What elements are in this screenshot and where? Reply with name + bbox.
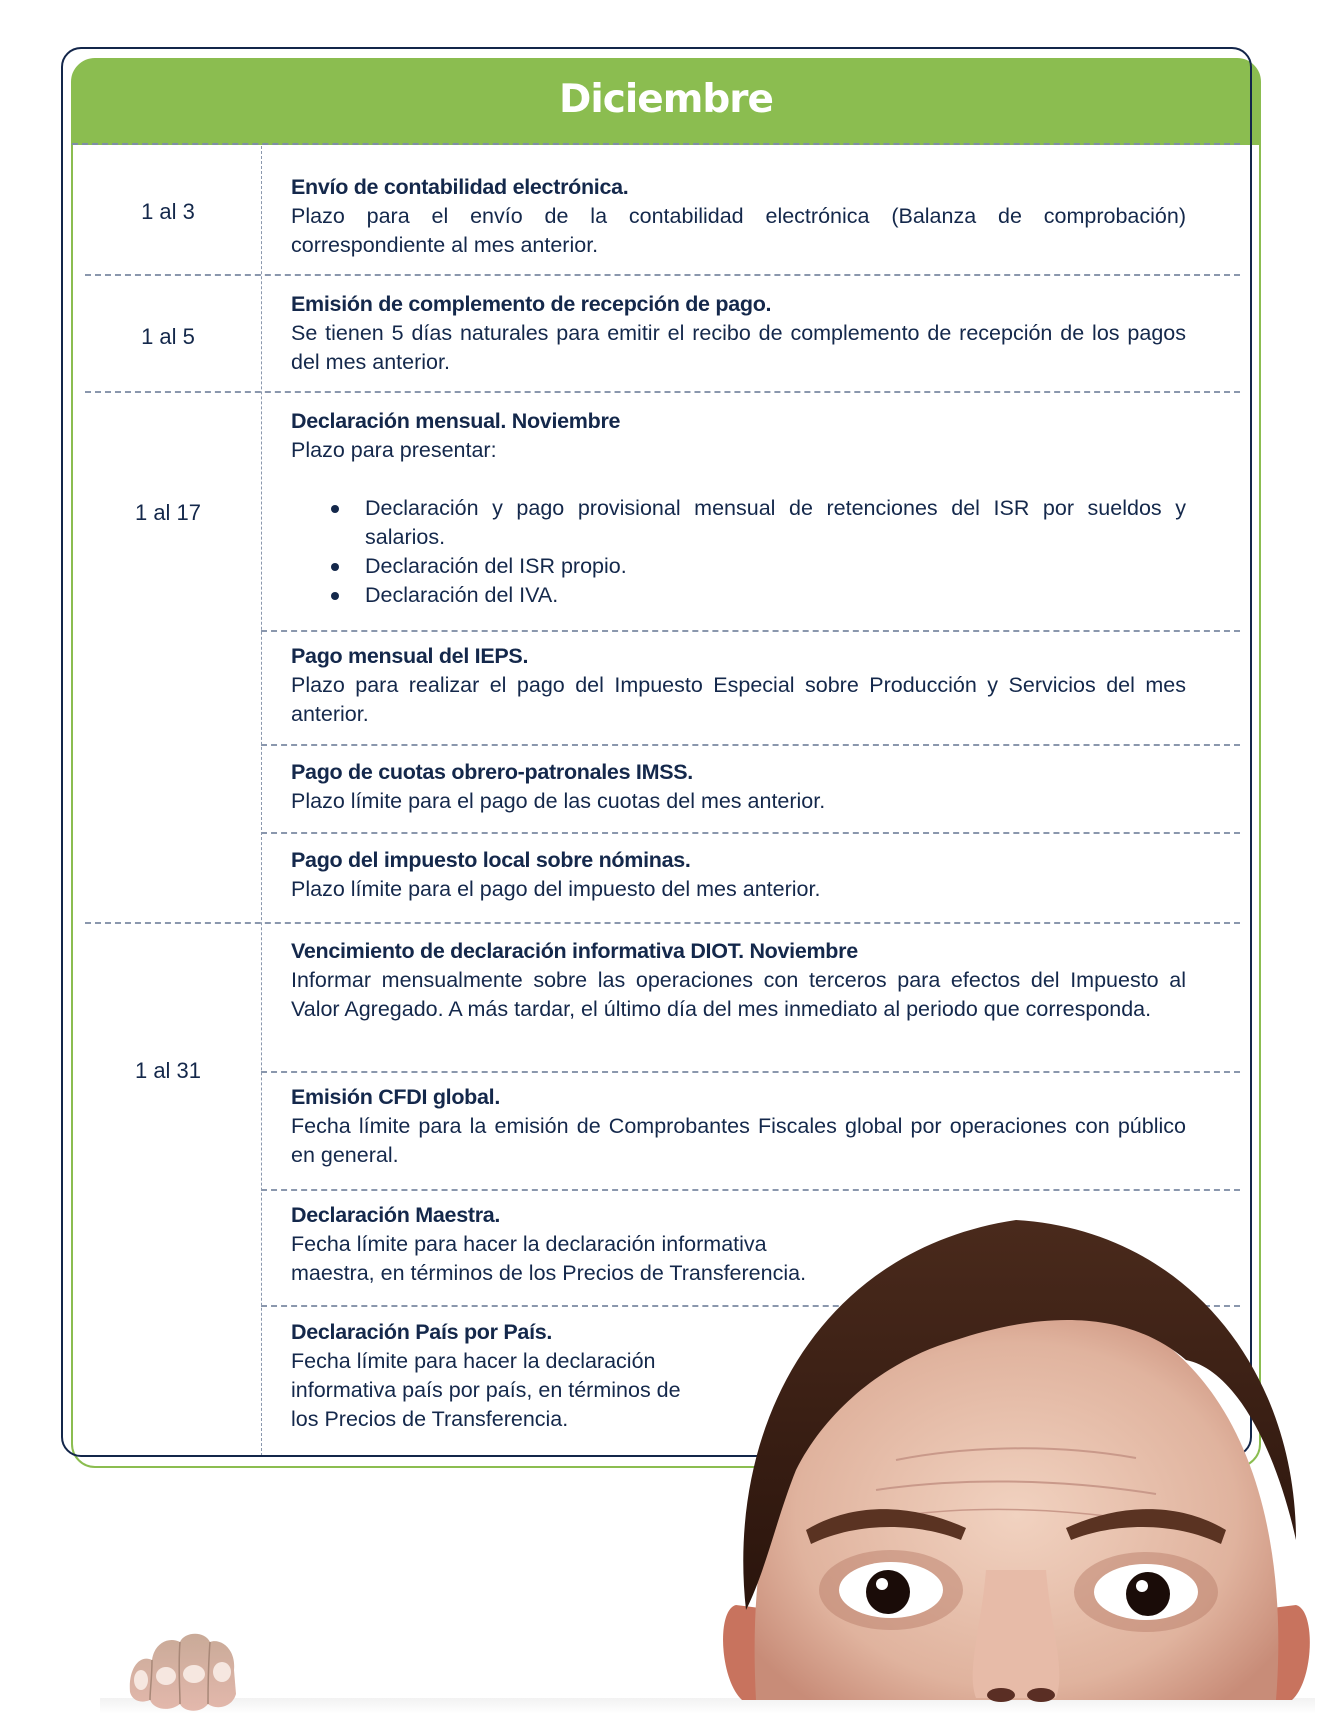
column-divider — [261, 146, 262, 1456]
list-item: Declaración del IVA. — [291, 581, 1186, 610]
entry-description-line: informativa país por país, en términos de — [291, 1378, 681, 1402]
bullet-icon — [331, 563, 339, 571]
obligation-entry — [291, 1083, 1186, 1170]
obligation-entry — [291, 173, 1186, 260]
entry-title: Pago de cuotas obrero-patronales IMSS. — [291, 760, 693, 784]
entry-title: Declaración Maestra. — [291, 1203, 501, 1227]
entry-description: Se tienen 5 días naturales para emitir el recibo de complemento de recepción de los pagos del mes anterior. — [291, 321, 1186, 374]
entry-description: Plazo para presentar: — [291, 438, 497, 462]
bullet-icon — [331, 505, 339, 513]
entry-divider — [261, 630, 1240, 632]
entry-divider — [261, 1071, 1240, 1073]
entry-description: Plazo para el envío de la contabilidad electrónica (Balanza de comprobación) correspondiente al mes anterior. — [291, 204, 1186, 257]
date-range: 1 al 5 — [141, 324, 195, 349]
row-divider — [85, 391, 1240, 393]
obligation-entry — [291, 642, 1186, 729]
entry-description-line: maestra, en términos de los Precios de Transferencia. — [291, 1261, 807, 1285]
entry-description: Fecha límite para la emisión de Comprobantes Fiscales global por operaciones con público en general. — [291, 1114, 1186, 1167]
entry-title: Vencimiento de declaración informativa DIOT. Noviembre — [291, 939, 858, 963]
entry-title: Declaración mensual. Noviembre — [291, 409, 621, 433]
entry-description-line: Fecha límite para hacer la declaración informativa — [291, 1232, 767, 1256]
entry-divider — [261, 744, 1240, 746]
row-divider — [85, 922, 1240, 924]
date-range: 1 al 3 — [141, 199, 195, 224]
obligation-list — [291, 494, 1186, 610]
entry-description-line: los Precios de Transferencia. — [291, 1407, 569, 1431]
month-title: Diciembre — [559, 77, 773, 122]
entry-description: Plazo límite para el pago de las cuotas del mes anterior. — [291, 789, 826, 813]
date-range: 1 al 17 — [134, 500, 202, 525]
list-item: Declaración y pago provisional mensual de retenciones del ISR por sueldos y salarios. — [291, 494, 1186, 552]
entry-title: Emisión de complemento de recepción de pago. — [291, 292, 772, 316]
obligation-entry — [291, 290, 1186, 377]
entry-divider — [261, 1189, 1240, 1191]
hand-fingers-icon — [124, 1628, 244, 1714]
obligation-entry — [291, 407, 1186, 610]
peeking-face-icon — [716, 1210, 1316, 1705]
header-divider — [72, 143, 1240, 145]
entry-title: Envío de contabilidad electrónica. — [291, 175, 629, 199]
obligation-entry — [291, 846, 1186, 904]
entry-divider — [261, 832, 1240, 834]
entry-title: Pago mensual del IEPS. — [291, 644, 529, 668]
entry-description: Plazo límite para el pago del impuesto del mes anterior. — [291, 877, 821, 901]
entry-title: Declaración País por País. — [291, 1320, 553, 1344]
bullet-icon — [331, 592, 339, 600]
month-header — [72, 59, 1260, 145]
entry-title: Emisión CFDI global. — [291, 1085, 501, 1109]
entry-description-line: Fecha límite para hacer la declaración — [291, 1349, 656, 1373]
entry-description: Informar mensualmente sobre las operaciones con terceros para efectos del Impuesto al Valor Agregado. A más tardar, el último día del mes inmediato al periodo que corresponda. — [291, 968, 1186, 1021]
obligation-entry — [291, 758, 1186, 816]
entry-title: Pago del impuesto local sobre nóminas. — [291, 848, 691, 872]
row-divider — [85, 274, 1240, 276]
entry-description: Plazo para realizar el pago del Impuesto Especial sobre Producción y Servicios del mes anterior. — [291, 673, 1186, 726]
obligation-entry — [291, 937, 1186, 1024]
list-item: Declaración del ISR propio. — [291, 552, 1186, 581]
date-range: 1 al 31 — [134, 1058, 202, 1083]
